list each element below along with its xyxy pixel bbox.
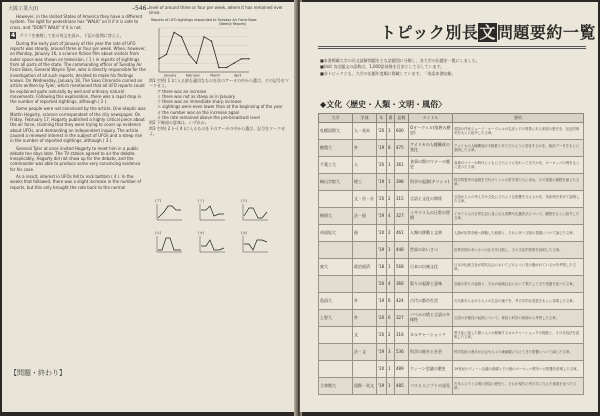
- cell-title: 日本の伝統文化: [409, 259, 453, 276]
- cell-no: 6: [387, 293, 395, 310]
- cell-year: '19: [377, 378, 387, 395]
- col-faculty: 学部: [353, 114, 377, 123]
- cell-words: 600: [395, 123, 409, 140]
- cell-univ: 桐朋大: [319, 208, 353, 225]
- end-mark: 【問題・終わり】: [10, 369, 66, 377]
- cell-no: 1: [387, 361, 395, 378]
- question-number-badge: 4: [11, 31, 16, 39]
- cell-fac: 外: [353, 293, 377, 310]
- option-a: ア there was an increase: [157, 88, 207, 94]
- col-title: タイトル: [409, 114, 453, 123]
- cell-fac: 外: [353, 310, 377, 327]
- data-point: [188, 54, 189, 55]
- cell-fac: 外: [353, 140, 377, 157]
- cell-no: 2: [387, 327, 395, 344]
- right-col-top: level of around three or four per week, where it has remained ever since.: [149, 5, 283, 16]
- x-tick-label: April: [234, 73, 242, 78]
- cell-univ: 島国大: [319, 293, 353, 310]
- cell-no: 3: [387, 123, 395, 140]
- cell-title: 祭りの起源と意味: [409, 276, 453, 293]
- data-point: [241, 58, 242, 59]
- page-title: [380, 20, 596, 43]
- cell-no: 4: [387, 208, 395, 225]
- cell-no: 1: [387, 378, 395, 395]
- cell-fac: 法・経: [353, 208, 377, 225]
- col-year: 年: [377, 114, 387, 123]
- cell-fac: [353, 361, 377, 378]
- paragraph-4: As a result, interest in UFOs fell to rock bottom ( 4 ). In the weeks that followed, there was a slight increase in the number of reports, but this only brought the rate back to the normal: [10, 174, 142, 190]
- cell-year: '20: [377, 327, 387, 344]
- table-row: [319, 208, 584, 225]
- note-3: ■各トピックとも、大学の出題年度順に掲載しています。「英語本書収載」: [320, 70, 456, 76]
- col-univ: 大学: [319, 114, 353, 123]
- data-point: [203, 36, 204, 37]
- cell-univ: 帝国短大: [319, 225, 353, 242]
- cell-sum: 各地の祭りの起源と、それが地域社会において果たしてきた役割を述べた文章。: [453, 276, 584, 293]
- cell-univ: 札幌国際大: [319, 123, 353, 140]
- cell-year: '20: [377, 361, 387, 378]
- cell-sum: 古代エジプト文明の発見の歴史と、それが現代の考古学に与えた意義を述べた文章。: [453, 378, 584, 395]
- section-heading: ◆文化〈歴史・人類・文明・風俗〉: [320, 100, 447, 109]
- cell-fac: 人・英米: [353, 123, 377, 140]
- cell-no: 6: [387, 310, 395, 327]
- cell-sum: 食事のマナーが時代とともにどのように変わってきたかを、ヨーロッパの例をもとに述べた文章。: [453, 157, 584, 174]
- mini-label: (エ): [155, 231, 162, 235]
- cell-words: 316: [395, 327, 409, 344]
- mini-graph-ka: [240, 230, 270, 256]
- cell-year: '19: [377, 140, 387, 157]
- data-point: [248, 58, 249, 59]
- cell-year: '20: [377, 157, 387, 174]
- cell-no: 3: [387, 344, 395, 361]
- cell-fac: 政治経済: [353, 259, 377, 276]
- q1-text: 問1 空所( 1 )に入る最も適切なものを次のア〜オの中から選び、その記号をマークせよ。: [149, 78, 289, 89]
- cell-sum: イギリス人の日常生活に見られる習慣や礼儀作法について、観察をもとに紹介した文章。: [453, 208, 584, 225]
- table-row: [319, 259, 584, 276]
- cell-title: ウィーン会議の歴史: [409, 361, 453, 378]
- option-i: イ there was not as steep as in January: [157, 93, 236, 99]
- x-tick-label: March: [210, 73, 221, 78]
- data-point: [233, 63, 234, 64]
- note-1: ■本書掲載大学の長文読解問題を主な話題別に分類し、各大学の出題を一覧にしました。: [320, 58, 480, 63]
- cell-no: 1: [387, 242, 395, 259]
- data-point: [218, 67, 219, 68]
- col-summary: 要約: [453, 114, 584, 123]
- questions-block: [149, 78, 289, 136]
- cell-fac: 文: [353, 327, 377, 344]
- page-number: –546–: [132, 5, 150, 12]
- cell-no: 1: [387, 157, 395, 174]
- paragraph-3: General Tyler at once invited Hogarty to meet him in a public debate ten days later. The TV station agreed to air the debate. Inexplicably, Hogarty did not show up for the debate, and the commander was able to produce some very convincing evidence for his case.: [10, 145, 141, 172]
- cell-fac: 人: [353, 157, 377, 174]
- cell-fac: 法・文: [353, 344, 377, 361]
- cell-year: '20: [377, 123, 387, 140]
- cell-no: 1: [387, 259, 395, 276]
- paragraph-2: Some people were not convinced by the article. One skeptic was Martin Hogarty, science correspondent of the city newspaper. On Friday, February 17, Hogarty published a highly critical piece about the air force, claiming that they were trying to cover up evidence about UFOs, and demanding an independent inquiry. The article caused a renewed interest in the subject of UFOs and a steep rise in the number of reported sightings, although ( 3 ).: [10, 106, 146, 144]
- cell-sum: アメリカの人種構成が今後数十年でどのように変化するかを、統計データをもとに説明した文章。: [453, 140, 584, 157]
- right-page: [300, 2, 598, 412]
- table-row: [319, 361, 584, 378]
- cell-title: 食事の際のマナーの歴史: [409, 157, 453, 174]
- cell-words: 315: [395, 191, 409, 208]
- ufo-line-chart: [149, 16, 279, 78]
- title-part-2: 問題要約一覧: [496, 23, 596, 42]
- table-row: [319, 140, 584, 157]
- option-e: エ sightings were even lower than at the beginning of the year: [157, 104, 283, 110]
- cell-fac: [353, 242, 377, 259]
- mini-graph-e: [154, 230, 184, 256]
- cell-fac: 理工: [353, 174, 377, 191]
- topic-table: [318, 113, 584, 395]
- table-row: [319, 174, 584, 191]
- cell-title: 科学の進歩と社会: [409, 344, 453, 361]
- mini-label: (イ): [198, 199, 205, 203]
- data-point: [158, 58, 159, 59]
- data-point: [173, 32, 174, 33]
- title-highlight: 文: [479, 23, 496, 42]
- cell-fac: 国際・英文: [353, 378, 377, 395]
- cell-univ: 上智大: [319, 310, 353, 327]
- col-number: 番: [387, 114, 395, 123]
- cell-words: 327: [395, 208, 409, 225]
- passage-column: [10, 14, 146, 376]
- cell-year: '18: [377, 259, 387, 276]
- cell-sum: 異文化に接した際に人々が経験するカルチャーショックの段階と、その対処法を説明した文章。: [453, 327, 584, 344]
- table-header-row: [319, 114, 584, 123]
- cell-words: 327: [395, 310, 409, 327]
- mini-label: (オ): [198, 231, 205, 235]
- cell-univ: 酪農大: [319, 140, 353, 157]
- q3-text: 問3 空所( 2 )〜( 4 )に入るものを下のア〜カの中から選び、記号をマークせよ。: [149, 125, 286, 136]
- table-row: [319, 242, 584, 259]
- cell-univ: [319, 242, 353, 259]
- cell-words: 398: [395, 174, 409, 191]
- cell-title: イギリス人の日常の習慣: [409, 208, 453, 225]
- cell-title: カルチャーショック: [409, 327, 453, 344]
- cell-title: バベルの塔と言語の多様性: [409, 310, 453, 327]
- title-rule-thin: [318, 48, 586, 49]
- paragraph-1: During the early part of January of this year the rate of UFO reports was steady, around three or four per week. When, however, on Monday, January 16, a science fiction film about visitors from outer space was shown on television, ( 1 ) in reports of sightings from all parts of the state. The commanding officer of Tuesday Air Force Base, General Wayne Tyler, who is directly responsible for the investigation of all such reports, decided to make his findings known. On Wednesday, January 18, The Saxo Chronicle carried an article written by Tyler, which mentioned that all UFO reports could be explained quite naturally by well and ordinary natural movements. Following this explanation, there was a rapid drop in the number of reported sightings, although ( 2 ).: [10, 40, 146, 105]
- cell-words: 475: [395, 140, 409, 157]
- left-page: [2, 2, 296, 412]
- table-row: [319, 225, 584, 242]
- cell-year: '19: [377, 293, 387, 310]
- mini-graph-i: [197, 198, 227, 224]
- title-part-1: トピック別長: [380, 23, 479, 42]
- cell-title: 世界のあいさつ: [409, 242, 453, 259]
- table-row: [319, 276, 584, 293]
- mini-graph-o: [197, 230, 227, 256]
- cell-univ: [319, 361, 353, 378]
- cell-year: '19: [377, 208, 387, 225]
- x-tick-label: February: [185, 73, 200, 78]
- cell-year: '19: [377, 242, 387, 259]
- col-words: 語数: [395, 114, 409, 123]
- series-line: [159, 32, 249, 67]
- cell-year: '19: [377, 174, 387, 191]
- mini-label: (ウ): [241, 199, 248, 203]
- page-header: 大阪工業大(Ⅰ): [8, 6, 39, 12]
- note-2: ■Unit 各出題文の語数は、1,000語前後を目安として示しています。: [320, 64, 445, 70]
- cell-fac: 経: [353, 225, 377, 242]
- data-point: [226, 67, 227, 68]
- cell-year: '19: [377, 344, 387, 361]
- cell-no: 2: [387, 191, 395, 208]
- cell-univ: 桐山学院大: [319, 174, 353, 191]
- cell-year: '20: [377, 310, 387, 327]
- cell-title: 言語と文化の関係: [409, 191, 453, 208]
- table-row: [319, 191, 584, 208]
- cell-no: 8: [387, 140, 395, 157]
- cell-sum: 古代都市における人々の生活の様子を、考古学的な発見をもとに再現した文章。: [453, 293, 584, 310]
- instruction-text: グラフを参照して次の英文を読み、下記の設問に答えよ。: [19, 32, 124, 38]
- chart-title: Reports of UFO sightings responded to Tuesday Air Force Base: [151, 18, 257, 22]
- cell-title: Oオーウェル(家族の歴史): [409, 123, 453, 140]
- cell-univ: 東大: [319, 259, 353, 276]
- cell-sum: 19世紀のウィーン会議の経緯とその後のヨーロッパ秩序への影響を説明した文章。: [453, 361, 584, 378]
- table-row: [319, 327, 584, 344]
- cell-words: 461: [395, 225, 409, 242]
- cell-year: '20: [377, 191, 387, 208]
- option-o: オ the number was on the increase again: [157, 109, 240, 115]
- mini-graph-a: [154, 198, 184, 224]
- cell-sum: 日本の伝統文化が現代社会においてどのように受け継がれているかを考察した文章。: [453, 259, 584, 276]
- data-point: [181, 36, 182, 37]
- cell-title: 科学の起源(ギリシャ): [409, 174, 453, 191]
- data-point: [166, 54, 167, 55]
- mini-graph-u: [240, 198, 270, 224]
- option-ka: カ the rate remained above the pre-broadcast level: [157, 115, 260, 121]
- cell-sum: 英国の作家ジョージ・オーウェルの生涯とその背景にある家族の歴史を、伝記的事実をもとに紹介した文章。: [453, 123, 584, 140]
- cell-sum: 世界各国のあいさつの仕方を比較し、その文化的背景を説明した文章。: [453, 242, 584, 259]
- cell-title: 古代の都市生活: [409, 293, 453, 310]
- cell-title: パスとエジプトの発見: [409, 378, 453, 395]
- cell-no: 1: [387, 174, 395, 191]
- cell-words: 568: [395, 259, 409, 276]
- cell-univ: [319, 276, 353, 293]
- table-row: [319, 344, 584, 361]
- title-rule: [318, 46, 586, 47]
- cell-sum: 人類が世界各地へ移動した経緯と、それに伴う文明の発展について論じた文章。: [453, 225, 584, 242]
- cell-words: 536: [395, 344, 409, 361]
- cell-words: 361: [395, 157, 409, 174]
- data-point: [196, 63, 197, 64]
- cell-sum: 科学的思考の起源を古代ギリシャの哲学者たちに求め、その発展の過程を論じた文章。: [453, 174, 584, 191]
- cell-words: 485: [395, 378, 409, 395]
- cell-univ: [319, 191, 353, 208]
- mini-label: (カ): [241, 231, 248, 235]
- cell-no: 2: [387, 225, 395, 242]
- option-u: ウ there was an immediate sharp increase: [157, 99, 242, 105]
- cell-year: '20: [377, 276, 387, 293]
- cell-words: 424: [395, 293, 409, 310]
- table-row: [319, 378, 584, 395]
- table-row: [319, 293, 584, 310]
- cell-words: 366: [395, 276, 409, 293]
- q2-text: 問2 下線部の意味は、いずれか。: [149, 120, 209, 126]
- table-row: [319, 157, 584, 174]
- cell-univ: [319, 344, 353, 361]
- cell-title: 人類の移動と文明: [409, 225, 453, 242]
- cell-words: 489: [395, 361, 409, 378]
- data-point: [211, 41, 212, 42]
- cell-fac: 文・法・社: [353, 191, 377, 208]
- cell-title: アメリカの人種構成の変化: [409, 140, 453, 157]
- cell-univ: 千葉工大: [319, 157, 353, 174]
- cell-no: 4: [387, 276, 395, 293]
- chart-axis-label: (Weekly Reports): [219, 22, 247, 26]
- table-row: [319, 123, 584, 140]
- cell-univ: 立命館大: [319, 378, 353, 395]
- cell-sum: 言語が人々の考え方や文化にどのような影響を与えるかを、具体例を挙げて説明した文章。: [453, 191, 584, 208]
- x-tick-label: January: [164, 73, 177, 78]
- cell-univ: [319, 327, 353, 344]
- mini-label: (ア): [155, 199, 162, 203]
- cell-words: 448: [395, 242, 409, 259]
- table-row: [319, 310, 584, 327]
- cell-fac: [353, 276, 377, 293]
- question-heading: [10, 32, 146, 39]
- notes-block: [320, 58, 586, 77]
- cell-sum: 科学技術の進歩が社会や人々の価値観に与えてきた影響について論じた文章。: [453, 344, 584, 361]
- passage-top: However, in the United States of America they have a different system. The light for pedestrians has "WALK" on it if it is safe to cross, and "DON'T WALK" if it is not.: [10, 14, 143, 30]
- cell-year: '20: [377, 225, 387, 242]
- cell-sum: 言語の多様性の起源について、神話と科学の両面から考察した文章。: [453, 310, 584, 327]
